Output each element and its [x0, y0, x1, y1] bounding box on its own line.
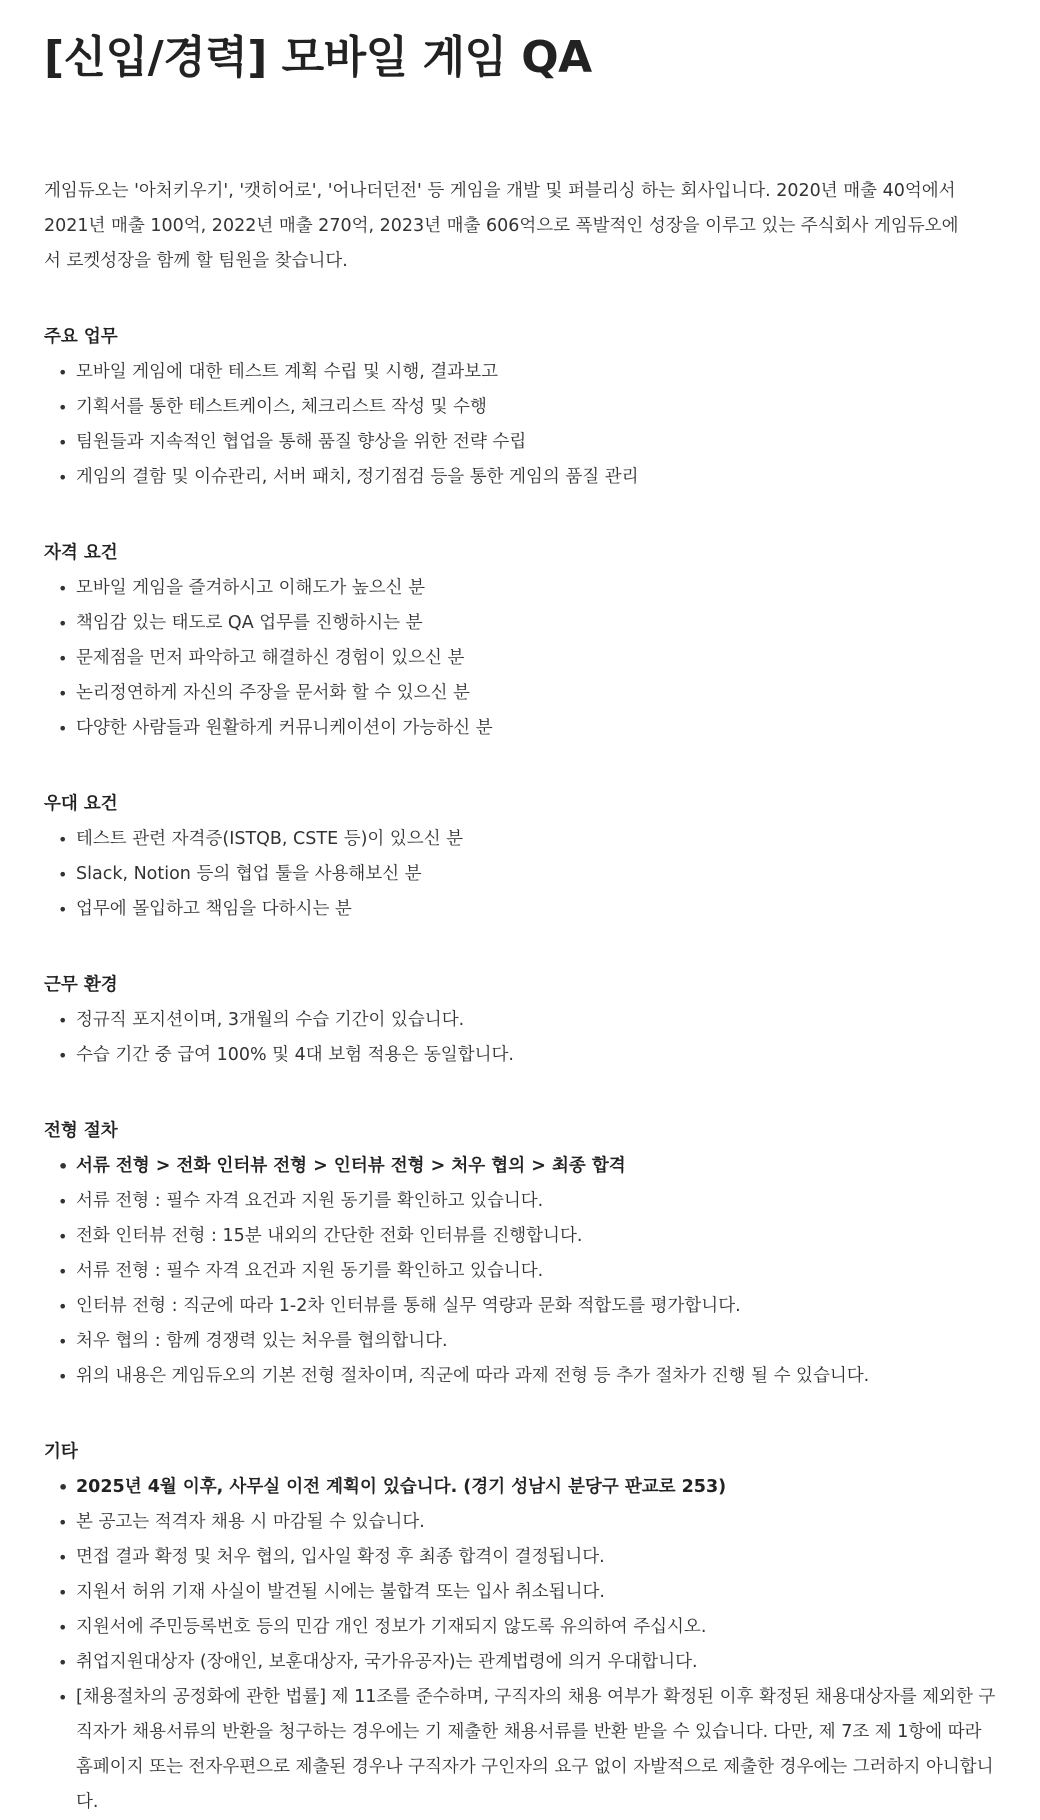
list-item: • 책임감 있는 태도로 QA 업무를 진행하시는 분 — [58, 606, 996, 641]
page-title: [신입/경력] 모바일 게임 QA — [44, 32, 592, 83]
list-item: • 테스트 관련 자격증(ISTQB, CSTE 등)이 있으신 분 — [58, 822, 996, 857]
list-item: • 문제점을 먼저 파악하고 해결하신 경험이 있으신 분 — [58, 641, 996, 676]
bullet-list — [44, 822, 996, 927]
section-work-environment — [44, 967, 996, 1073]
section-title: 근무 환경 — [44, 975, 118, 995]
section-preferred — [44, 786, 996, 927]
list-item: • 게임의 결함 및 이슈관리, 서버 패치, 정기점검 등을 통한 게임의 품질 관리 — [58, 460, 996, 495]
bullet-list — [44, 1003, 996, 1073]
list-item: • 지원서에 주민등록번호 등의 민감 개인 정보가 기재되지 않도록 유의하여 주십시오. — [58, 1610, 996, 1645]
section-hiring-process — [44, 1113, 996, 1394]
list-item: • 서류 전형 : 필수 자격 요건과 지원 동기를 확인하고 있습니다. — [58, 1254, 996, 1289]
list-item: • 본 공고는 적격자 채용 시 마감될 수 있습니다. — [58, 1505, 996, 1540]
sections-container — [44, 319, 996, 1820]
list-item: • 위의 내용은 게임듀오의 기본 전형 절차이며, 직군에 따라 과제 전형 등 추가 절차가 진행 될 수 있습니다. — [58, 1359, 996, 1394]
bullet-list — [44, 1149, 996, 1394]
list-item: • 지원서 허위 기재 사실이 발견될 시에는 불합격 또는 입사 취소됩니다. — [58, 1575, 996, 1610]
section-title: 우대 요건 — [44, 794, 118, 814]
list-item: • 서류 전형 > 전화 인터뷰 전형 > 인터뷰 전형 > 처우 협의 > 최종 합격 — [58, 1149, 996, 1184]
list-item: • 서류 전형 : 필수 자격 요건과 지원 동기를 확인하고 있습니다. — [58, 1184, 996, 1219]
section-title: 전형 절차 — [44, 1121, 118, 1141]
section-main-duties — [44, 319, 996, 495]
bullet-list — [44, 571, 996, 746]
section-etc — [44, 1434, 996, 1820]
section-qualifications — [44, 535, 996, 746]
list-item: • 다양한 사람들과 원활하게 커뮤니케이션이 가능하신 분 — [58, 711, 996, 746]
list-item: • 팀원들과 지속적인 협업을 통해 품질 향상을 위한 전략 수립 — [58, 425, 996, 460]
list-item: • [채용절차의 공정화에 관한 법률] 제 11조를 준수하며, 구직자의 채용 여부가 확정된 이후 확정된 채용대상자를 제외한 구직자가 채용서류의 반환을 청구하는 경우에는 기 제출한 채용서류를 반환 받을 수 있습니다. 다만, 제 7조 제 1항에 따라 홈페이지 또는 전자우편으로 제출된 경우나 구직자가 구인자의 요구 없이 자발적으로 제출한 경우에는 그러하지 아니합니다. — [58, 1680, 996, 1820]
list-item: • 모바일 게임에 대한 테스트 계획 수립 및 시행, 결과보고 — [58, 355, 996, 390]
list-item: • 전화 인터뷰 전형 : 15분 내외의 간단한 전화 인터뷰를 진행합니다. — [58, 1219, 996, 1254]
list-item: • 취업지원대상자 (장애인, 보훈대상자, 국가유공자)는 관계법령에 의거 우대합니다. — [58, 1645, 996, 1680]
list-item: • 정규직 포지션이며, 3개월의 수습 기간이 있습니다. — [58, 1003, 996, 1038]
bullet-list — [44, 355, 996, 495]
list-item: • Slack, Notion 등의 협업 툴을 사용해보신 분 — [58, 857, 996, 892]
section-title: 자격 요건 — [44, 543, 118, 563]
section-title: 주요 업무 — [44, 327, 118, 347]
list-item: • 인터뷰 전형 : 직군에 따라 1-2차 인터뷰를 통해 실무 역량과 문화 적합도를 평가합니다. — [58, 1289, 996, 1324]
list-item: • 업무에 몰입하고 책임을 다하시는 분 — [58, 892, 996, 927]
bullet-list — [44, 1470, 996, 1820]
list-item: • 2025년 4월 이후, 사무실 이전 계획이 있습니다. (경기 성남시 분당구 판교로 253) — [58, 1470, 996, 1505]
list-item: • 면접 결과 확정 및 처우 협의, 입사일 확정 후 최종 합격이 결정됩니다. — [58, 1540, 996, 1575]
list-item: • 모바일 게임을 즐겨하시고 이해도가 높으신 분 — [58, 571, 996, 606]
list-item: • 기획서를 통한 테스트케이스, 체크리스트 작성 및 수행 — [58, 390, 996, 425]
list-item: • 수습 기간 중 급여 100% 및 4대 보험 적용은 동일합니다. — [58, 1038, 996, 1073]
list-item: • 처우 협의 : 함께 경쟁력 있는 처우를 협의합니다. — [58, 1324, 996, 1359]
list-item: • 논리정연하게 자신의 주장을 문서화 할 수 있으신 분 — [58, 676, 996, 711]
intro-paragraph: 게임듀오는 '아처키우기', '캣히어로', '어나더던전' 등 게임을 개발 및 퍼블리싱 하는 회사입니다. 2020년 매출 40억에서 2021년 매출 100억, 2022년 매출 270억, 2023년 매출 606억으로 폭발적인 성장을 이루고 있는 주식회사 게임듀오에서 로켓성장을 함께 할 팀원을 찾습니다. — [44, 181, 959, 271]
section-title: 기타 — [44, 1442, 78, 1462]
